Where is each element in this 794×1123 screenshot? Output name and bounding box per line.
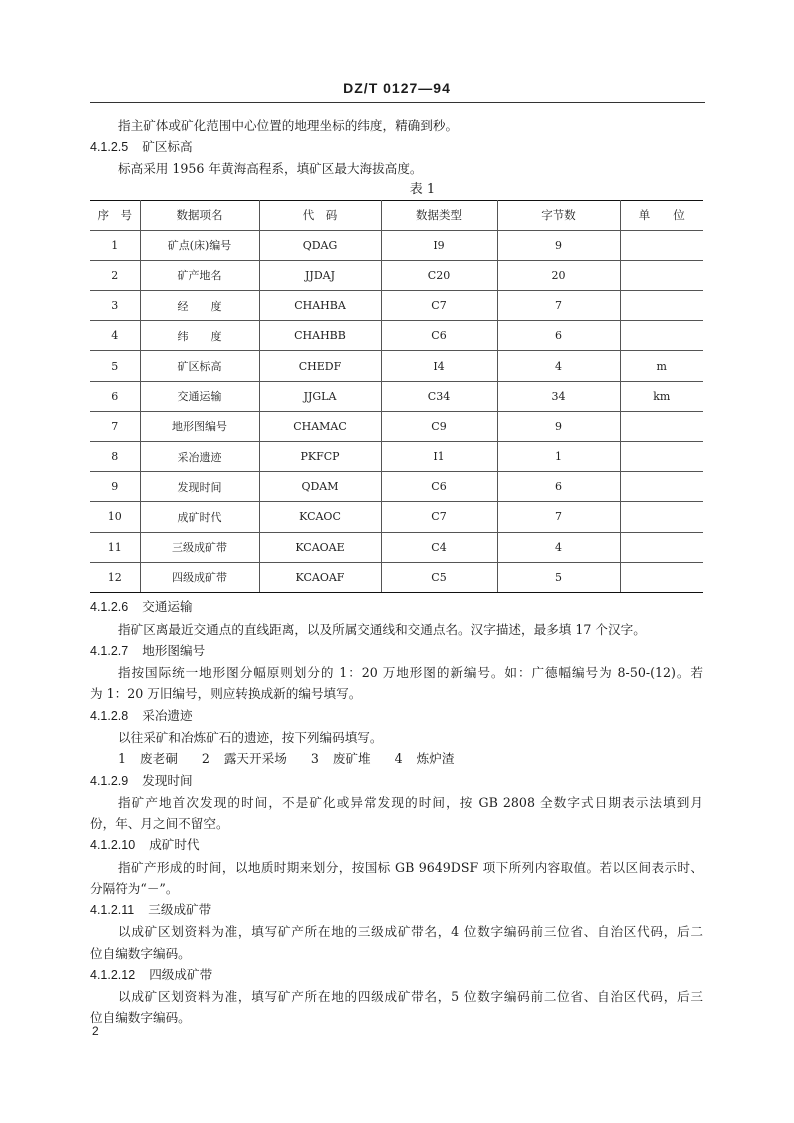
code-label: 露天开采场: [223, 751, 287, 767]
section-heading-4-1-2-6: [90, 596, 703, 618]
cell-seq: 6: [90, 381, 140, 411]
table-row: [90, 442, 703, 472]
code-item: [311, 751, 371, 766]
cell-data-type: C6: [381, 472, 497, 502]
cell-data-type: C4: [381, 532, 497, 562]
section-title: 成矿时代: [149, 837, 200, 853]
table-row: [90, 260, 703, 290]
section-heading-4-1-2-9: [90, 770, 703, 792]
cell-item-name: 纬 度: [140, 321, 259, 351]
section-number: 4.1.2.12: [90, 967, 136, 982]
cell-data-type: C34: [381, 381, 497, 411]
code-item: [118, 751, 178, 766]
code-number: 4: [394, 751, 403, 767]
cell-bytes: 6: [497, 321, 620, 351]
cell-unit: m: [620, 351, 703, 381]
table-row: [90, 230, 703, 260]
paragraph-line: 以成矿区划资料为准，填写矿产所在地的三级成矿带名，4 位数字编码前三位省、自治区代码，后二: [118, 924, 703, 940]
paragraph-line: 分隔符为“－”。: [90, 880, 179, 896]
table-row: [90, 291, 703, 321]
cell-unit: [620, 321, 703, 351]
table-row: [90, 532, 703, 562]
table-row: [90, 411, 703, 441]
section-title: 地形图编号: [142, 642, 206, 658]
cell-unit: [620, 472, 703, 502]
section-heading-4-1-2-5: [90, 136, 703, 158]
cell-bytes: 4: [497, 351, 620, 381]
code-number: 1: [118, 751, 127, 767]
cell-bytes: 4: [497, 532, 620, 562]
column-header-item-name: 数据项名: [140, 200, 259, 230]
section-number: 4.1.2.10: [90, 838, 136, 853]
cell-bytes: 5: [497, 562, 620, 592]
code-list: [90, 748, 703, 769]
code-number: 2: [201, 751, 210, 767]
cell-item-name: 四级成矿带: [140, 562, 259, 592]
cell-code: QDAM: [259, 472, 381, 502]
paragraph-line: 指矿区离最近交通点的直线距离，以及所属交通线和交通点名。汉字描述，最多填 17 个汉字。: [118, 621, 646, 637]
cell-seq: 3: [90, 291, 140, 321]
cell-code: JJGLA: [259, 381, 381, 411]
cell-code: KCAOC: [259, 502, 381, 532]
section-heading-4-1-2-12: [90, 964, 703, 986]
cell-data-type: C7: [381, 291, 497, 321]
paragraph-line: 位自编数字编码。: [90, 1010, 191, 1026]
section-number: 4.1.2.8: [90, 708, 129, 723]
cell-bytes: 6: [497, 472, 620, 502]
cell-code: CHAHBB: [259, 321, 381, 351]
paragraph-line: 份，年、月之间不留空。: [90, 816, 229, 832]
cell-code: CHEDF: [259, 351, 381, 381]
cell-item-name: 发现时间: [140, 472, 259, 502]
paragraph-line: 指按国际统一地形图分幅原则划分的 1：20 万地形图的新编号。如：广德幅编号为 8-50-(12)。若: [118, 665, 703, 681]
section-title: 三级成矿带: [148, 902, 212, 918]
cell-seq: 4: [90, 321, 140, 351]
paragraph-line: 位自编数字编码。: [90, 945, 191, 961]
cell-unit: [620, 260, 703, 290]
cell-data-type: I9: [381, 230, 497, 260]
cell-data-type: I1: [381, 442, 497, 472]
table-row: [90, 562, 703, 592]
section-title: 采冶遗迹: [142, 707, 193, 723]
cell-data-type: C9: [381, 411, 497, 441]
section-title: 发现时间: [142, 772, 193, 788]
cell-item-name: 采冶遗迹: [140, 442, 259, 472]
cell-unit: [620, 291, 703, 321]
code-item: [395, 751, 455, 766]
cell-unit: [620, 411, 703, 441]
cell-bytes: 9: [497, 411, 620, 441]
cell-seq: 8: [90, 442, 140, 472]
paragraph-line: 以成矿区划资料为准，填写矿产所在地的四级成矿带名，5 位数字编码前二位省、自治区代码，后三: [118, 989, 703, 1005]
cell-seq: 9: [90, 472, 140, 502]
header-rule: [90, 102, 705, 103]
cell-item-name: 地形图编号: [140, 411, 259, 441]
section-heading-4-1-2-10: [90, 834, 703, 856]
cell-data-type: C20: [381, 260, 497, 290]
paragraph-line: 指矿产地首次发现的时间，不是矿化或异常发现的时间，按 GB 2808 全数字式日期表示法填到月: [118, 794, 703, 810]
code-number: 3: [310, 751, 319, 767]
section-heading-4-1-2-7: [90, 640, 703, 662]
data-table: [90, 200, 703, 593]
code-item: [202, 751, 287, 766]
cell-unit: [620, 502, 703, 532]
cell-seq: 5: [90, 351, 140, 381]
column-header-seq: 序 号: [90, 200, 140, 230]
cell-unit: [620, 230, 703, 260]
column-header-unit: 单 位: [620, 200, 703, 230]
cell-seq: 12: [90, 562, 140, 592]
section-number: 4.1.2.11: [90, 903, 135, 918]
column-header-data-type: 数据类型: [381, 200, 497, 230]
cell-bytes: 7: [497, 291, 620, 321]
cell-unit: [620, 532, 703, 562]
cell-seq: 7: [90, 411, 140, 441]
cell-code: PKFCP: [259, 442, 381, 472]
bottom-text-block: [90, 596, 703, 1028]
paragraph-line: 指矿产形成的时间，以地质时期来划分，按国标 GB 9649DSF 项下所列内容取值。若以区间表示时、: [118, 859, 703, 875]
paragraph-line: 以往采矿和冶炼矿石的遗迹，按下列编码填写。: [118, 729, 383, 745]
cell-data-type: C7: [381, 502, 497, 532]
section-number: 4.1.2.7: [90, 643, 129, 658]
section-heading-4-1-2-11: [90, 899, 703, 921]
cell-bytes: 7: [497, 502, 620, 532]
table-row: [90, 351, 703, 381]
cell-seq: 2: [90, 260, 140, 290]
section-heading-4-1-2-8: [90, 705, 703, 727]
cell-unit: km: [620, 381, 703, 411]
section-number: 4.1.2.6: [90, 600, 129, 615]
code-label: 废老硐: [140, 751, 178, 767]
cell-seq: 1: [90, 230, 140, 260]
cell-code: CHAMAC: [259, 411, 381, 441]
page-number: 2: [92, 1024, 99, 1038]
cell-item-name: 成矿时代: [140, 502, 259, 532]
cell-data-type: I4: [381, 351, 497, 381]
paragraph-line: 指主矿体或矿化范围中心位置的地理坐标的纬度，精确到秒。: [118, 117, 459, 133]
cell-item-name: 经 度: [140, 291, 259, 321]
table-header-row: [90, 200, 703, 230]
cell-item-name: 矿区标高: [140, 351, 259, 381]
cell-code: KCAOAF: [259, 562, 381, 592]
code-label: 炼炉渣: [416, 751, 455, 767]
cell-code: CHAHBA: [259, 291, 381, 321]
section-title: 矿区标高: [142, 138, 193, 154]
table-row: [90, 381, 703, 411]
cell-seq: 11: [90, 532, 140, 562]
column-header-code: 代 码: [259, 200, 381, 230]
cell-data-type: C6: [381, 321, 497, 351]
cell-seq: 10: [90, 502, 140, 532]
top-text-block: [90, 115, 703, 200]
table-row: [90, 321, 703, 351]
paragraph-line: 为 1：20 万旧编号，则应转换成新的编号填写。: [90, 686, 362, 702]
cell-code: KCAOAE: [259, 532, 381, 562]
cell-code: QDAG: [259, 230, 381, 260]
cell-item-name: 三级成矿带: [140, 532, 259, 562]
cell-code: JJDAJ: [259, 260, 381, 290]
cell-item-name: 交通运输: [140, 381, 259, 411]
cell-unit: [620, 562, 703, 592]
cell-unit: [620, 442, 703, 472]
table-caption: 表 1: [409, 181, 436, 197]
column-header-bytes: 字节数: [497, 200, 620, 230]
section-number: 4.1.2.5: [90, 139, 129, 154]
cell-item-name: 矿产地名: [140, 260, 259, 290]
cell-bytes: 34: [497, 381, 620, 411]
section-title: 四级成矿带: [149, 966, 213, 982]
cell-bytes: 20: [497, 260, 620, 290]
cell-data-type: C5: [381, 562, 497, 592]
code-label: 废矿堆: [332, 751, 371, 767]
cell-item-name: 矿点(床)编号: [140, 230, 259, 260]
table-row: [90, 472, 703, 502]
cell-bytes: 1: [497, 442, 620, 472]
paragraph-line: 标高采用 1956 年黄海高程系，填矿区最大海拔高度。: [118, 160, 423, 176]
standard-code-header: DZ/T 0127—94: [343, 80, 451, 96]
cell-bytes: 9: [497, 230, 620, 260]
table-row: [90, 502, 703, 532]
section-title: 交通运输: [142, 599, 193, 615]
section-number: 4.1.2.9: [90, 773, 129, 788]
